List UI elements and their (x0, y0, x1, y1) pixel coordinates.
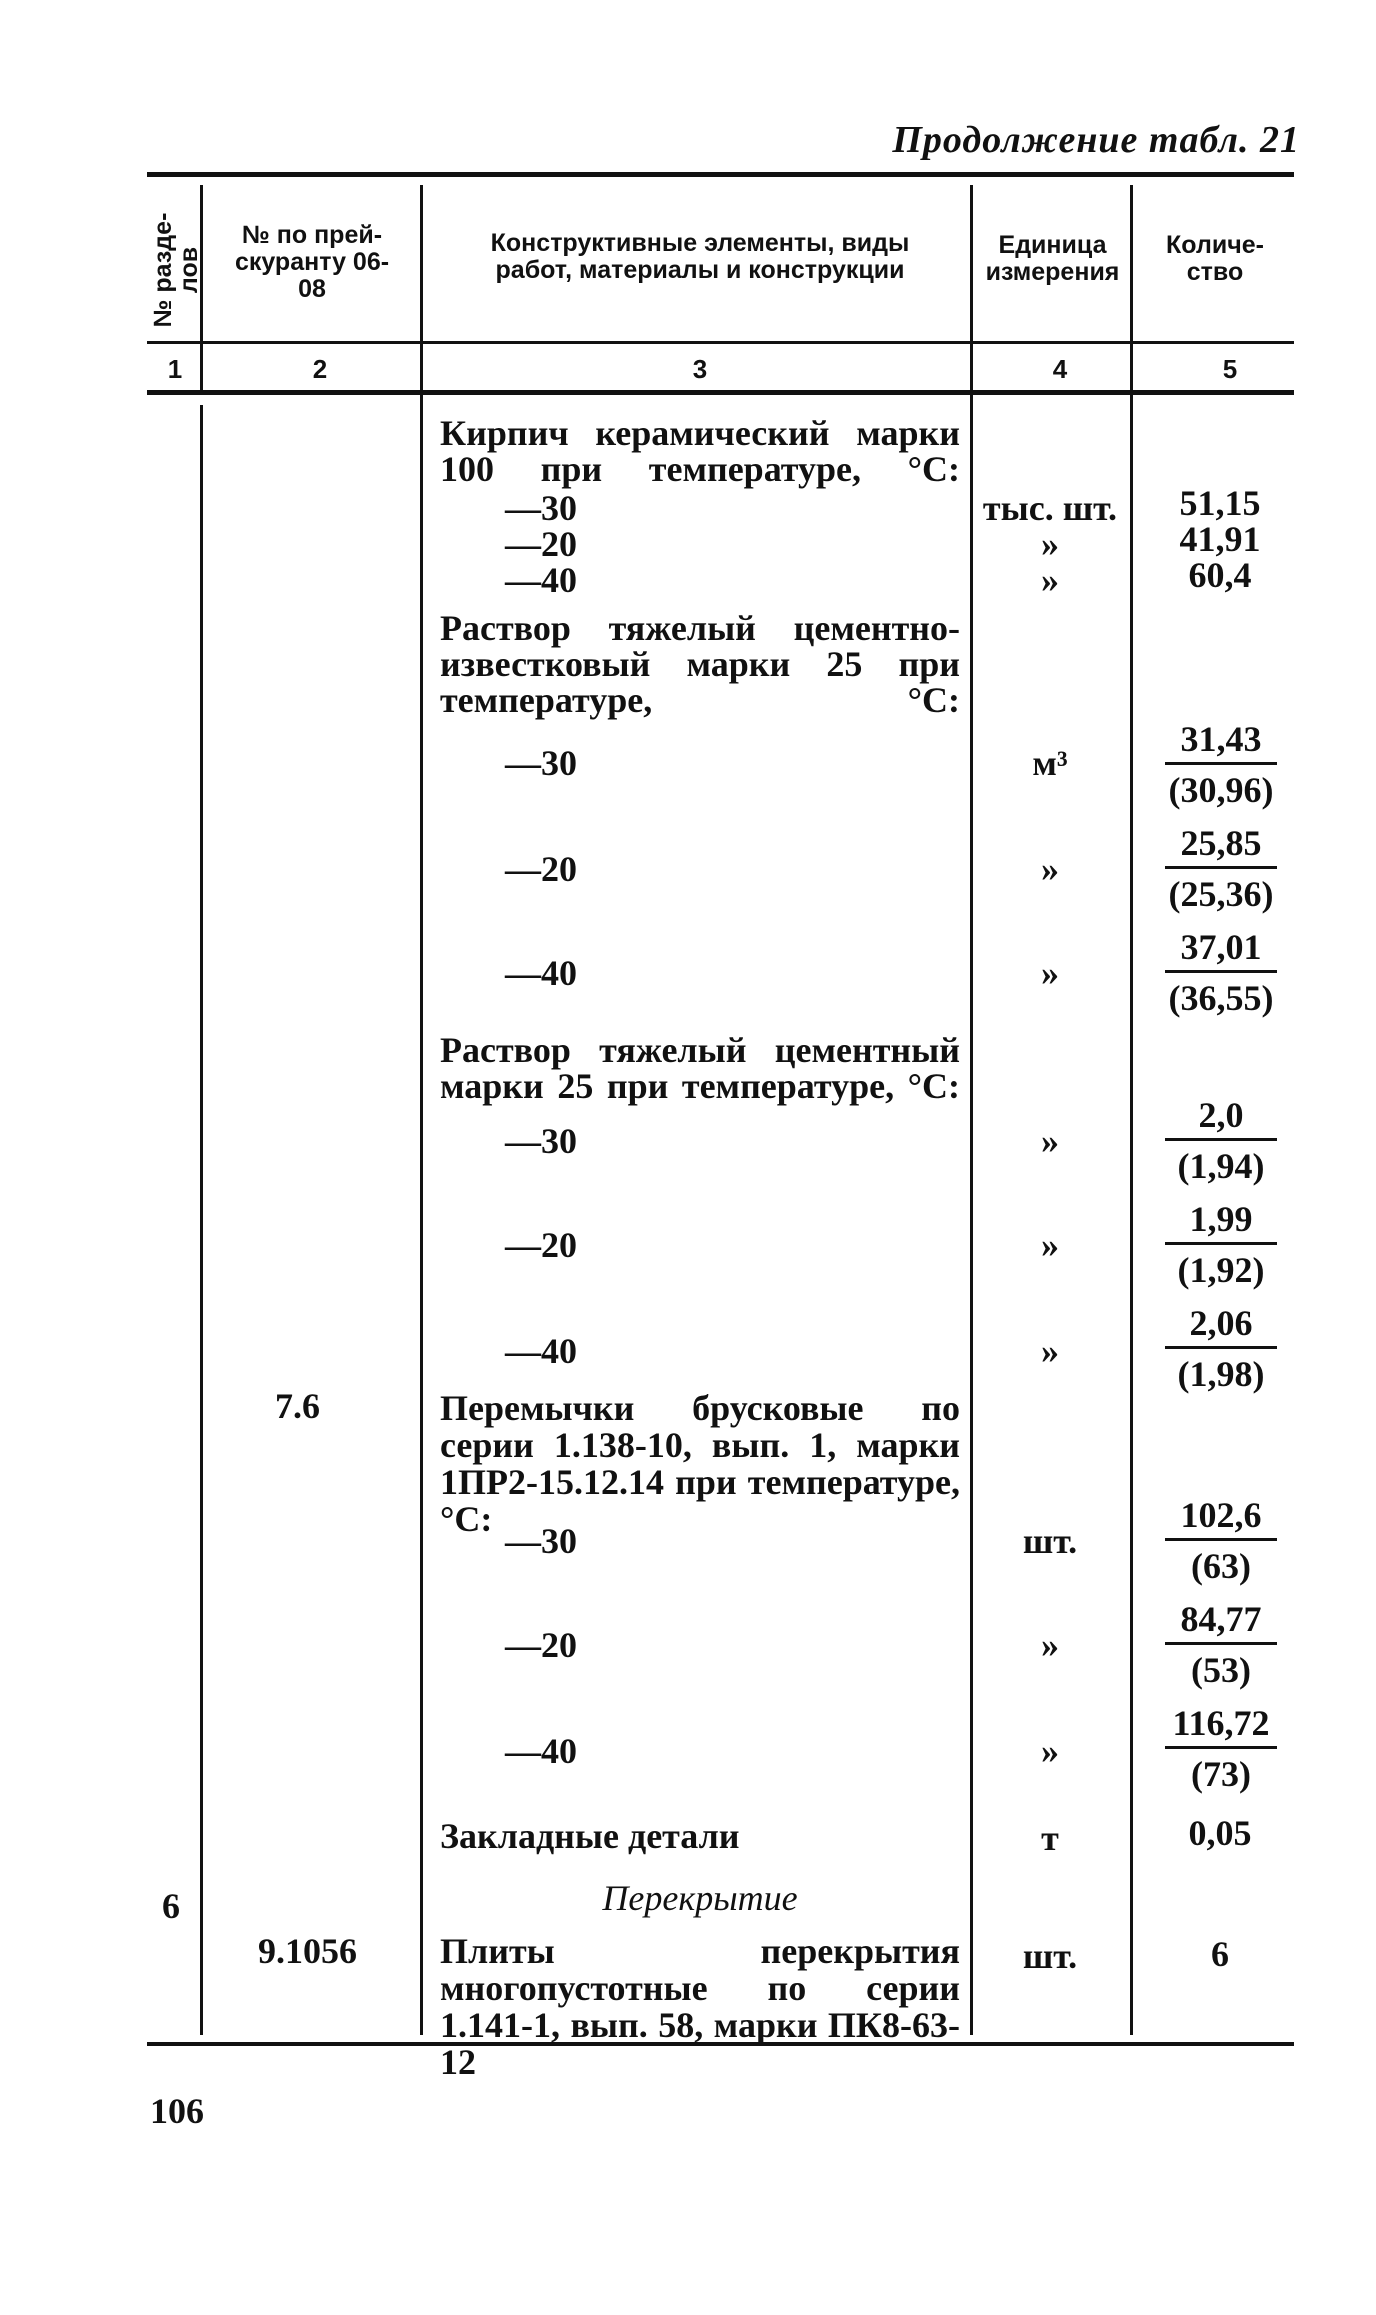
brick-temp-3: —40 (505, 560, 577, 600)
mortar-lime-temp-2: —20 (505, 849, 577, 889)
mortar-cement-unit-1: » (1041, 1121, 1059, 1161)
col-number-4: 4 (1052, 354, 1068, 384)
lintels-temp-3: —40 (505, 1731, 577, 1771)
lintels-temp-2: —20 (505, 1625, 577, 1665)
col-number-rule (147, 390, 1294, 395)
mortar-lime-qty-1: $\frac{31,43}{(30,96)}$ (1165, 718, 1277, 811)
mortar-cement-temp-2: —20 (505, 1225, 577, 1265)
table-top-rule (147, 172, 1294, 177)
col-number-2: 2 (312, 354, 328, 384)
mortar-cement-qty-3: $\frac{2,06}{(1,98)}$ (1165, 1302, 1277, 1395)
col-divider-4 (1130, 185, 1133, 2035)
col-number-3: 3 (692, 354, 708, 384)
embedded-unit: т (1041, 1818, 1059, 1858)
mortar-cement-temp-1: —30 (505, 1121, 577, 1161)
mortar-cement-temp-3: —40 (505, 1331, 577, 1371)
col-number-1: 1 (167, 354, 183, 384)
section-title: Перекрытие (602, 1878, 798, 1918)
mortar-cement-qty-2: $\frac{1,99}{(1,92)}$ (1165, 1198, 1277, 1291)
mortar-lime-unit-2: » (1041, 849, 1059, 889)
mortar-lime-temp-3: —40 (505, 953, 577, 993)
header-bottom-rule (147, 341, 1294, 344)
brick-unit-3: » (1041, 560, 1059, 600)
slabs-description: Плиты перекрытия многопустотные по серии 1.141-1, вып. 58, марки ПК8-63-12 (440, 1931, 960, 2082)
lintels-code: 7.6 (275, 1386, 320, 1426)
lintels-unit-1: шт. (1022, 1521, 1078, 1561)
mortar-cement-qty-1: $\frac{2,0}{(1,94)}$ (1165, 1094, 1277, 1187)
header-col1: № разде-лов (149, 212, 203, 328)
brick-qty-3: 60,4 (1188, 555, 1252, 595)
col-divider-1-body (200, 405, 203, 2035)
slabs-qty: 6 (1211, 1934, 1229, 1974)
col-number-5: 5 (1222, 354, 1238, 384)
slabs-code: 9.1056 (258, 1931, 357, 1971)
col-divider-3 (970, 185, 973, 2035)
lintels-qty-3: $\frac{116,72}{(73)}$ (1165, 1702, 1277, 1795)
slabs-unit: шт. (1022, 1936, 1078, 1976)
mortar-cement-unit-3: » (1041, 1331, 1059, 1371)
header-col2: № по прей-скуранту 06-08 (234, 221, 390, 303)
mortar-lime-qty-3: $\frac{37,01}{(36,55)}$ (1165, 926, 1277, 1019)
lintels-qty-1: $\frac{102,6}{(63)}$ (1165, 1494, 1277, 1587)
mortar-lime-qty-2: $\frac{25,85}{(25,36)}$ (1165, 822, 1277, 915)
lintels-description: Перемычки брусковые по серии 1.138-10, вып. 1, марки 1ПР2-15.12.14 при температуре, °C: (440, 1388, 960, 1539)
header-col4: Единица измерения (985, 231, 1120, 286)
brick-temp-1: —30 (505, 488, 577, 528)
mortar-lime-description: Раствор тяжелый цементно-известковый марки 25 при температуре, °C: (440, 608, 960, 720)
mortar-lime-unit-3: » (1041, 953, 1059, 993)
header-col3: Конструктивные элементы, виды работ, материалы и конструкции (490, 229, 910, 284)
mortar-lime-temp-1: —30 (505, 743, 577, 783)
embedded-qty: 0,05 (1188, 1813, 1252, 1853)
page-number: 106 (150, 2091, 204, 2131)
col-divider-2 (420, 185, 423, 2035)
brick-temp-2: —20 (505, 524, 577, 564)
brick-unit-1: тыс. шт. (982, 488, 1118, 528)
lintels-unit-2: » (1041, 1625, 1059, 1665)
brick-unit-2: » (1041, 524, 1059, 564)
section-number: 6 (162, 1886, 180, 1926)
mortar-cement-description: Раствор тяжелый цементный марки 25 при температуре, °C: (440, 1030, 960, 1106)
mortar-lime-unit-1: м³ (1032, 743, 1068, 783)
brick-description: Кирпич керамический марки 100 при температуре, °C: (440, 413, 960, 489)
table-caption: Продолжение табл. 21 (892, 119, 1300, 161)
embedded-description: Закладные детали (440, 1816, 740, 1856)
header-col5: Количе-ство (1166, 231, 1264, 286)
brick-qty-1: 51,15 (1179, 483, 1261, 523)
brick-qty-2: 41,91 (1179, 519, 1261, 559)
lintels-temp-1: —30 (505, 1521, 577, 1561)
lintels-qty-2: $\frac{84,77}{(53)}$ (1165, 1598, 1277, 1691)
mortar-cement-unit-2: » (1041, 1225, 1059, 1265)
lintels-unit-3: » (1041, 1731, 1059, 1771)
